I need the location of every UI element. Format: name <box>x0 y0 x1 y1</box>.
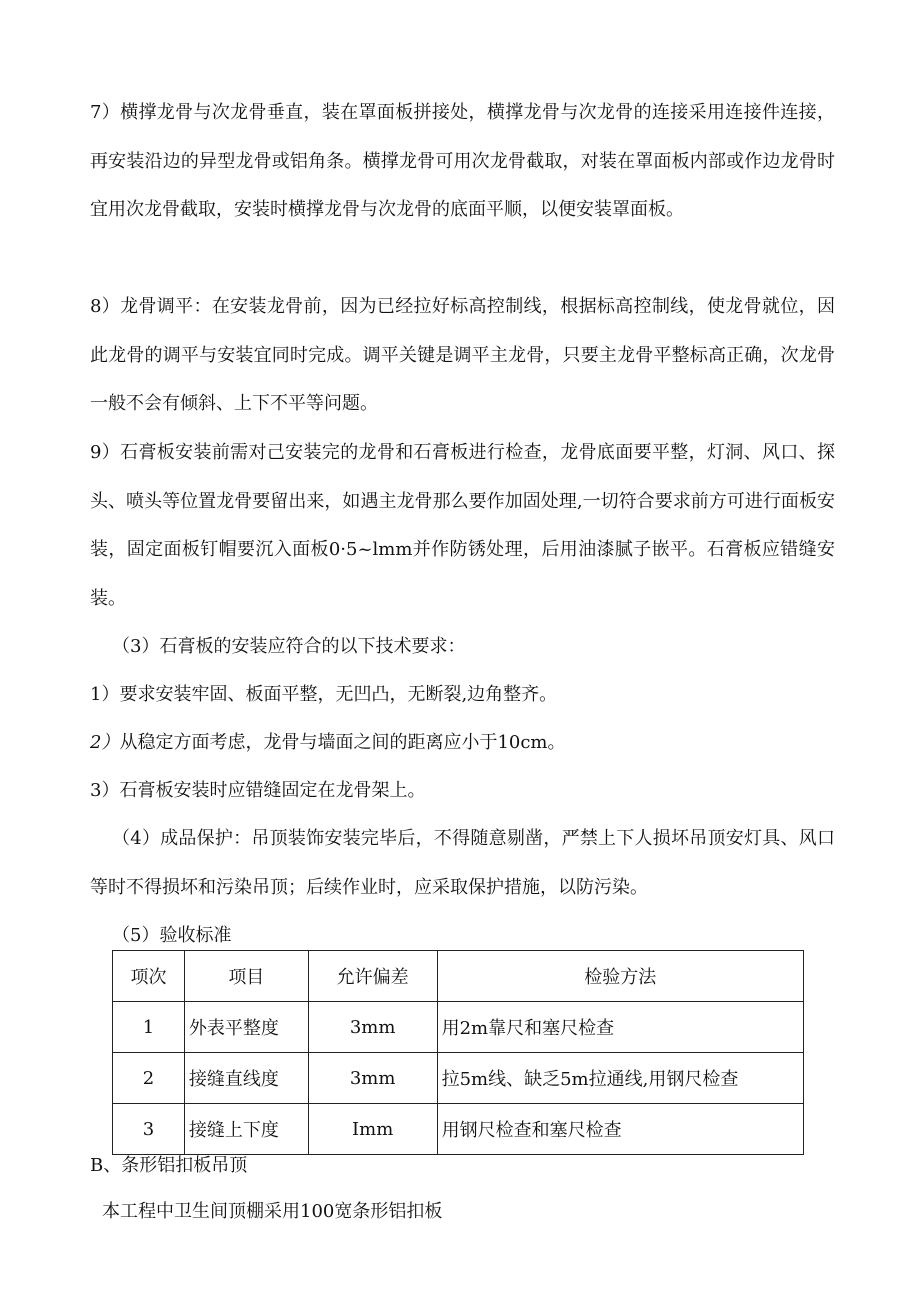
header-tolerance: 允许偏差 <box>308 951 437 1002</box>
acceptance-standard-table <box>112 950 804 1155</box>
cell-tolerance: 3mm <box>308 1053 437 1104</box>
paragraph-item-7: 7）横撑龙骨与次龙骨垂直，装在罩面板拼接处，横撑龙骨与次龙骨的连接采用连接件连接，再安装沿边的异型龙骨或铝角条。横撑龙骨可用次龙骨截取，对装在罩面板内部或作边龙骨时宜用次龙骨截取，安装时横撑龙骨与次龙骨的底面平顺，以便安装罩面板。 <box>90 102 835 220</box>
cell-method: 用2m靠尺和塞尺检查 <box>437 1002 803 1053</box>
header-item-no: 项次 <box>113 951 185 1002</box>
table-row <box>113 1053 804 1104</box>
table-header-row <box>113 951 804 1002</box>
requirement-2-number: 2） <box>90 732 120 753</box>
cell-item: 接缝上下度 <box>184 1104 308 1155</box>
cell-tolerance: Imm <box>308 1104 437 1155</box>
section-b-title: B、条形铝扣板吊顶 <box>90 1155 248 1176</box>
requirement-2-text: 从稳定方面考虑，龙骨与墙面之间的距离应小于10cm。 <box>119 732 566 753</box>
table-row <box>113 1002 804 1053</box>
cell-item-no: 1 <box>113 1002 185 1053</box>
cell-item: 接缝直线度 <box>184 1053 308 1104</box>
section-5-heading: （5）验收标准 <box>112 925 232 946</box>
header-inspection-method: 检验方法 <box>437 951 803 1002</box>
requirement-1: 1）要求安装牢固、板面平整，无凹凸，无断裂,边角整齐。 <box>90 684 558 705</box>
section-b-text: 本工程中卫生间顶棚采用100宽条形铝扣板 <box>102 1201 443 1222</box>
section-4-protection: （4）成品保护：吊顶装饰安装完毕后，不得随意剔凿，严禁上下人损坏吊顶安灯具、风口等时不得损坏和污染吊顶；后续作业时，应采取保护措施，以防污染。 <box>90 828 835 898</box>
cell-item: 外表平整度 <box>184 1002 308 1053</box>
requirement-3: 3）石膏板安装时应错缝固定在龙骨架上。 <box>90 780 426 801</box>
header-item: 项目 <box>184 951 308 1002</box>
section-3-heading: （3）石膏板的安装应符合的以下技术要求： <box>112 636 466 657</box>
cell-tolerance: 3mm <box>308 1002 437 1053</box>
paragraph-item-9: 9）石膏板安装前需对己安装完的龙骨和石膏板进行检查，龙骨底面要平整，灯洞、风口、探头、喷头等位置龙骨要留出来，如遇主龙骨那么要作加固处理,一切符合要求前方可进行面板安装，固定面板钉帽要沉入面板0·5~lmm并作防锈处理，后用油漆腻子嵌平。石膏板应错缝安装。 <box>90 442 835 609</box>
cell-method: 拉5m线、缺乏5m拉通线,用钢尺检查 <box>437 1053 803 1104</box>
requirement-2 <box>90 719 835 768</box>
cell-method: 用钢尺检查和塞尺检查 <box>437 1104 803 1155</box>
cell-item-no: 2 <box>113 1053 185 1104</box>
cell-item-no: 3 <box>113 1104 185 1155</box>
paragraph-item-8: 8）龙骨调平：在安装龙骨前，因为已经拉好标高控制线，根据标高控制线，使龙骨就位，因此龙骨的调平与安装宜同时完成。调平关键是调平主龙骨，只要主龙骨平整标高正确，次龙骨一般不会有倾斜、上下不平等问题。 <box>90 296 835 414</box>
